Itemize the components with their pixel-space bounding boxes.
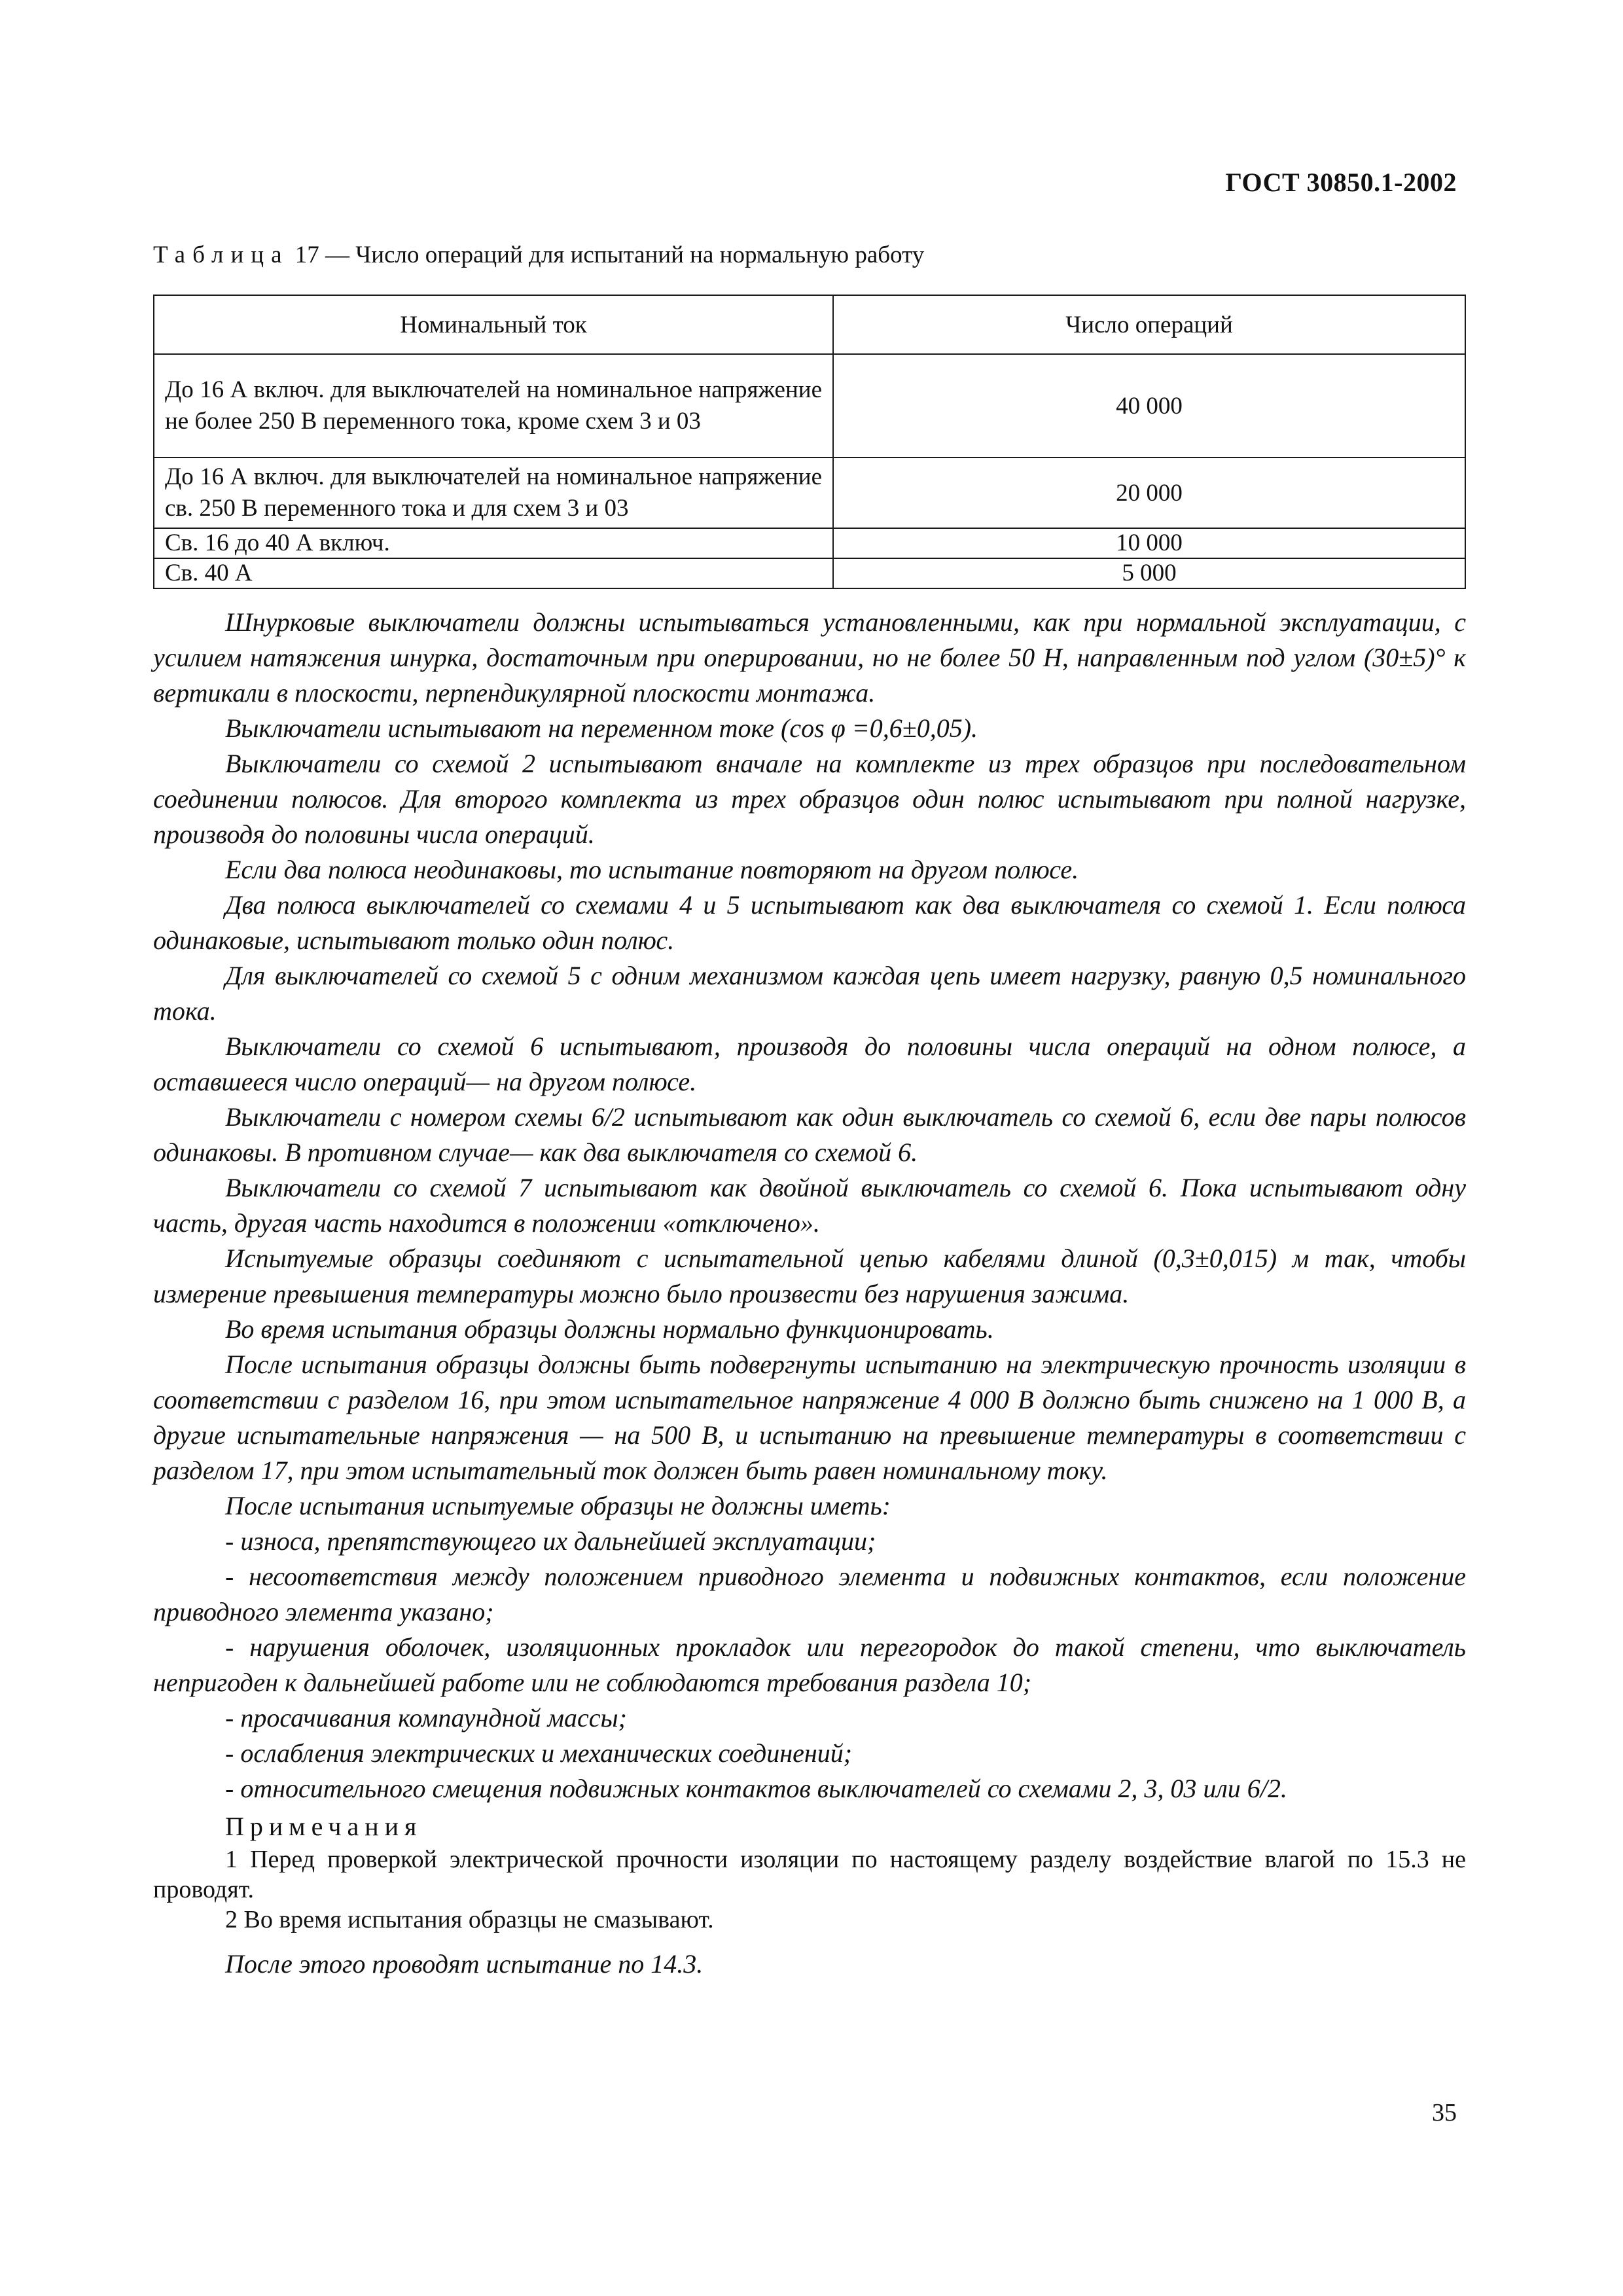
table-caption-text: 17 — Число операций для испытаний на нормальную работу [294,242,925,268]
table-header-row [154,295,1465,354]
table-caption-word: Таблица [153,242,289,268]
body-text [153,605,1466,1982]
cell-operations: 10 000 [833,528,1465,558]
table-row [154,528,1465,558]
note-item: 2 Во время испытания образцы не смазывают. [225,1906,714,1933]
note-item: 1 Перед проверкой электрической прочности изоляции по настоящему разделу воздействие влагой по 15.3 не проводят. [153,1846,1466,1903]
paragraph: Два полюса выключателей со схемами 4 и 5 испытывают как два выключателя со схемой 1. Если полюса одинаковые, испытывают только один полюс. [153,890,1466,955]
operations-table [153,295,1466,589]
column-header-operations: Число операций [833,295,1465,354]
standard-code: ГОСТ 30850.1-2002 [1225,168,1457,197]
paragraph: Выключатели со схемой 7 испытывают как двойной выключатель со схемой 6. Пока испытывают одну часть, другая часть находится в положении «отключено». [153,1173,1466,1238]
list-item: - просачивания компаундной массы; [225,1703,627,1732]
list-item: - износа, препятствующего их дальнейшей эксплуатации; [225,1526,876,1556]
paragraph: Выключатели испытывают на переменном токе (cos φ =0,6±0,05). [225,713,978,743]
cell-current: До 16 А включ. для выключателей на номинальное напряжение не более 250 В переменного тока, кроме схем 3 и 03 [154,354,833,457]
table-row [154,354,1465,457]
cell-current: До 16 А включ. для выключателей на номинальное напряжение св. 250 В переменного тока и для схем 3 и 03 [154,457,833,528]
paragraph: Если два полюса неодинаковы, то испытание повторяют на другом полюсе. [225,855,1079,884]
final-paragraph: После этого проводят испытание по 14.3. [225,1949,704,1979]
page-number: 35 [1432,2099,1457,2126]
cell-current: Св. 16 до 40 А включ. [154,528,833,558]
paragraph: После испытания образцы должны быть подвергнуты испытанию на электрическую прочность изоляции в соответствии с разделом 16, при этом испытательное напряжение 4 000 В должно быть снижено на 1 000 В, а другие испытательные напряжения — на 500 В, и испытанию на превышение температуры в соответствии с разделом 17, при этом испытательный ток должен быть равен номинальному току. [153,1350,1466,1485]
table-row [154,457,1465,528]
cell-operations: 40 000 [833,354,1465,457]
paragraph: Испытуемые образцы соединяют с испытательной цепью кабелями длиной (0,3±0,015) м так, чтобы измерение превышения температуры можно было произвести без нарушения зажима. [153,1244,1466,1308]
paragraph: Выключатели со схемой 2 испытывают вначале на комплекте из трех образцов при последовательном соединении полюсов. Для второго комплекта из трех образцов один полюс испытывают при полной нагрузке, производя до половины числа операций. [153,749,1466,849]
list-item: - ослабления электрических и механических соединений; [225,1738,853,1768]
paragraph: Для выключателей со схемой 5 с одним механизмом каждая цепь имеет нагрузку, равную 0,5 номинального тока. [153,961,1466,1026]
list-item: - нарушения оболочек, изоляционных прокладок или перегородок до такой степени, что выключатель непригоден к дальнейшей работе или не соблюдаются требования раздела 10; [153,1632,1466,1697]
paragraph: Во время испытания образцы должны нормально функционировать. [225,1314,994,1344]
table-caption [153,241,924,269]
paragraph: После испытания испытуемые образцы не должны иметь: [225,1491,891,1520]
column-header-current: Номинальный ток [154,295,833,354]
paragraph: Выключатели со схемой 6 испытывают, производя до половины числа операций на одном полюсе, а оставшееся число операций— на другом полюсе. [153,1031,1466,1096]
list-item: - относительного смещения подвижных контактов выключателей со схемами 2, 3, 03 или 6/2. [225,1774,1287,1803]
paragraph: Шнурковые выключатели должны испытываться установленными, как при нормальной эксплуатации, с усилием натяжения шнурка, достаточным при оперировании, но не более 50 Н, направленным под углом (30±5)° к вертикали в плоскости, перпендикулярной плоскости монтажа. [153,607,1466,708]
list-item: - несоответствия между положением приводного элемента и подвижных контактов, если положение приводного элемента указано; [153,1562,1466,1626]
cell-operations: 20 000 [833,457,1465,528]
notes-heading: Примечания [225,1812,423,1841]
table-row [154,558,1465,588]
cell-operations: 5 000 [833,558,1465,588]
cell-current: Св. 40 А [154,558,833,588]
paragraph: Выключатели с номером схемы 6/2 испытывают как один выключатель со схемой 6, если две пары полюсов одинаковы. В противном случае— как два выключателя со схемой 6. [153,1102,1466,1167]
